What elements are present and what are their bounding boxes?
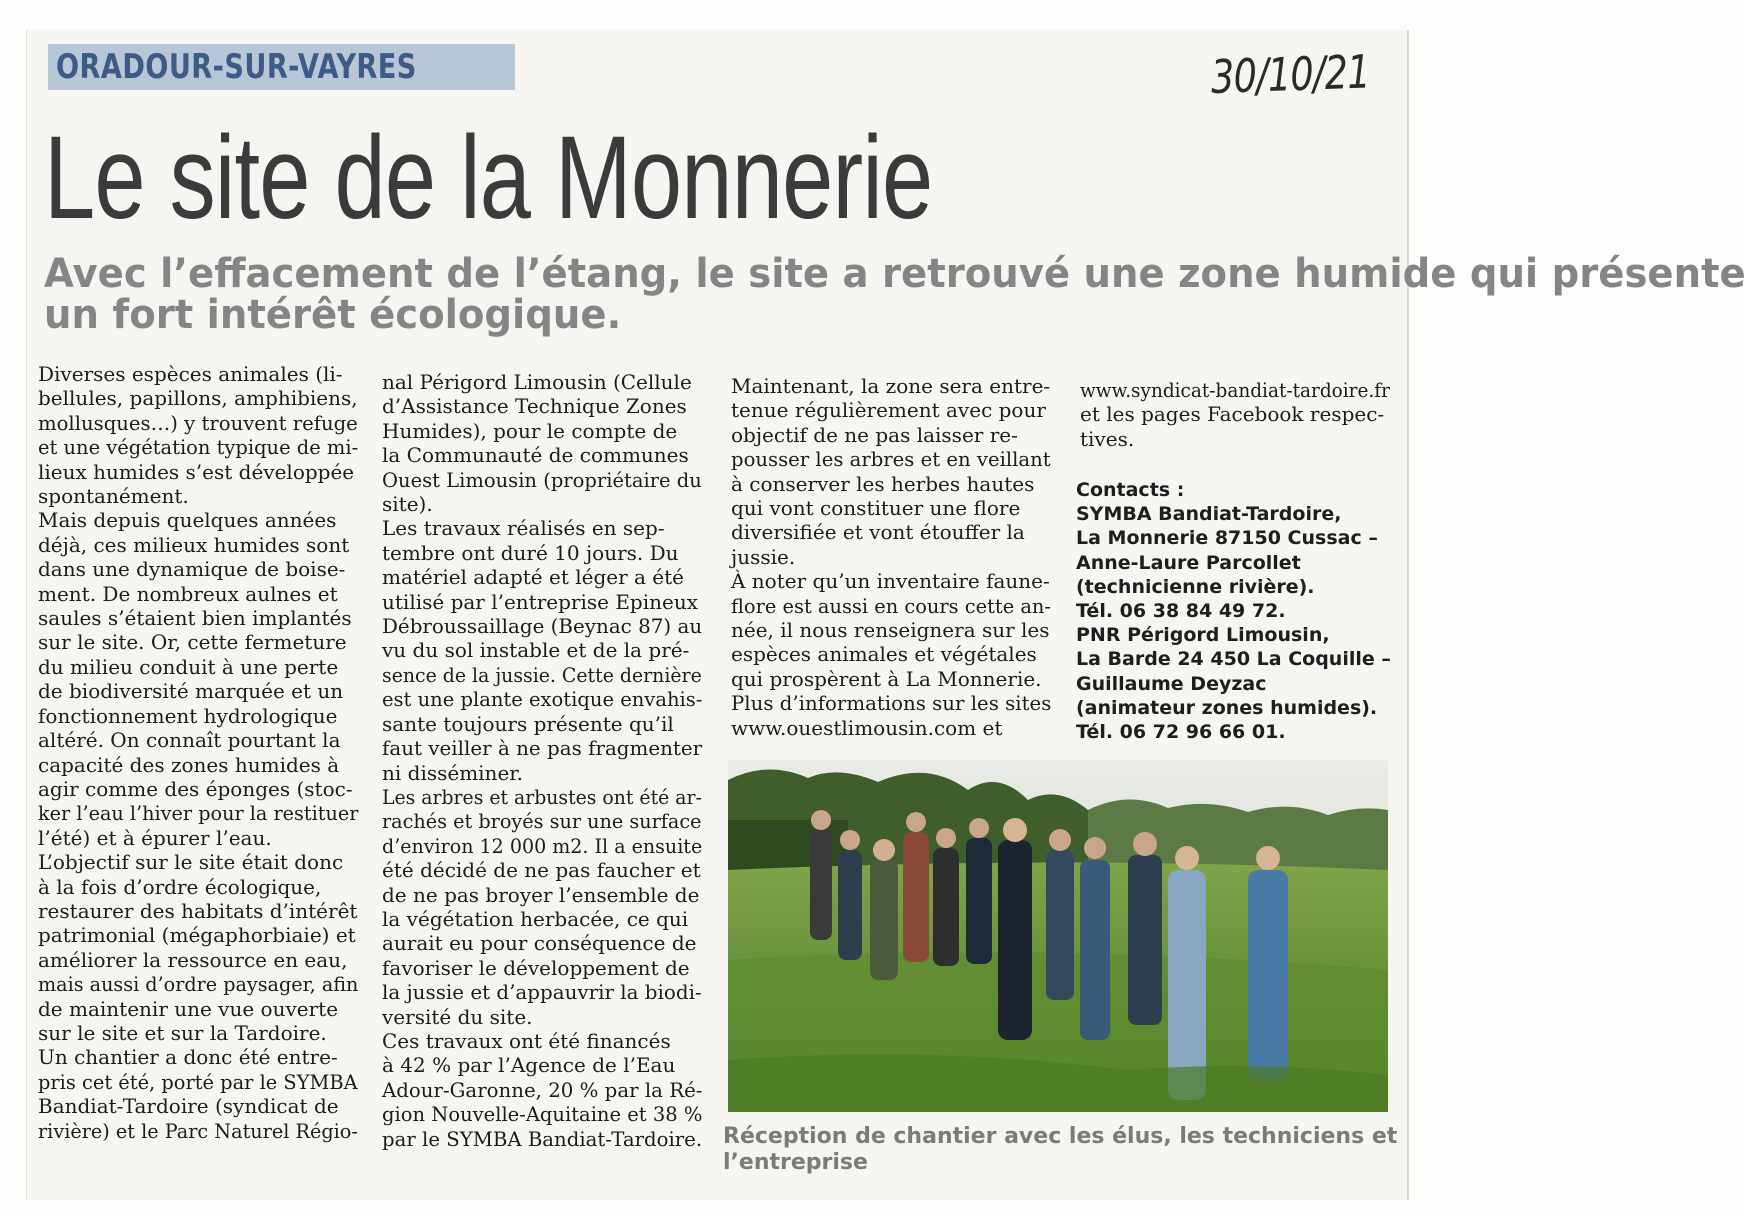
text-line: ker l’eau l’hiver pour la restituer <box>38 801 359 826</box>
text-line: Les travaux réalisés en sep- <box>382 516 665 541</box>
text-line: d’environ 12 000 m2. Il a ensuite <box>382 833 703 858</box>
subhead-line: Avec l’effacement de l’étang, le site a retrouvé une zone humide qui présente <box>44 251 1746 297</box>
text-line: Adour-Garonne, 20 % par la Ré- <box>382 1077 703 1102</box>
article-photo <box>728 760 1388 1112</box>
text-line: flore est aussi en cours cette an- <box>731 593 1051 618</box>
text-line: tives. <box>1080 426 1135 451</box>
text-line: mollusques…) y trouvent refuge <box>38 410 358 435</box>
text-line: d’Assistance Technique Zones <box>382 394 687 419</box>
text-column-2 <box>382 370 702 1151</box>
text-line: www.syndicat-bandiat-tardoire.fr <box>1080 378 1390 402</box>
text-line: capacité des zones humides à <box>38 752 340 777</box>
contact-line: Guillaume Deyzac <box>1076 672 1267 695</box>
text-line: de biodiversité marquée et un <box>38 679 344 704</box>
article-subheading <box>44 251 1746 338</box>
text-line: rivière) et le Parc Naturel Régio- <box>38 1118 358 1143</box>
text-line: Maintenant, la zone sera entre- <box>731 374 1051 398</box>
photo-caption <box>723 1124 1403 1176</box>
text-line: Débroussaillage (Beynac 87) au <box>382 614 703 639</box>
text-line: tenue régulièrement avec pour <box>731 398 1046 423</box>
text-line: sence de la jussie. Cette dernière <box>382 662 702 687</box>
text-line: faut veiller à ne pas fragmenter <box>382 736 703 761</box>
section-rubric <box>48 44 515 90</box>
text-line: Diverses espèces animales (li- <box>38 362 343 386</box>
text-line: altéré. On connaît pourtant la <box>38 728 341 753</box>
text-line: ni disséminer. <box>382 760 523 785</box>
caption-line: Réception de chantier avec les élus, les techniciens et <box>723 1124 1398 1149</box>
text-line: de ne pas broyer l’ensemble de <box>382 882 700 907</box>
text-line: la jussie et d’appauvrir la biodi- <box>382 980 702 1005</box>
text-line: améliorer la ressource en eau, <box>38 947 348 972</box>
text-line: dans une dynamique de boise- <box>38 557 346 582</box>
text-line: Bandiat-Tardoire (syndicat de <box>38 1094 339 1119</box>
text-line: bellules, papillons, amphibiens, <box>38 386 358 411</box>
text-line: l’été) et à épurer l’eau. <box>38 825 272 850</box>
contacts-heading: Contacts : <box>1076 479 1185 501</box>
text-line: Les arbres et arbustes ont été ar- <box>382 784 702 809</box>
text-line: sur le site et sur la Tardoire. <box>38 1020 327 1045</box>
photo-illustration <box>728 760 1388 1112</box>
text-line: patrimonial (mégaphorbiaie) et <box>38 923 356 948</box>
contact-line: Tél. 06 38 84 49 72. <box>1076 600 1286 623</box>
text-line: espèces animales et végétales <box>731 642 1037 667</box>
text-line: Mais depuis quelques années <box>38 508 337 533</box>
contact-line: (animateur zones humides). <box>1076 696 1378 719</box>
contacts-block <box>1076 478 1391 744</box>
rubric-label: ORADOUR-SUR-VAYRES <box>56 47 417 87</box>
text-line: restaurer des habitats d’intérêt <box>38 898 358 923</box>
text-line: site). <box>382 492 433 517</box>
text-line: à la fois d’ordre écologique, <box>38 874 322 899</box>
text-line: et une végétation typique de mi- <box>38 435 359 460</box>
text-line: de maintenir une vue ouverte <box>38 996 339 1021</box>
text-line: gion Nouvelle-Aquitaine et 38 % <box>382 1102 703 1127</box>
contact-line: La Monnerie 87150 Cussac – <box>1076 527 1378 550</box>
text-line: qui vont constituer une flore <box>731 496 1021 521</box>
text-line: lieux humides s’est développée <box>38 459 355 484</box>
text-line: spontanément. <box>38 484 189 509</box>
text-column-1 <box>38 362 358 1143</box>
text-line: nal Périgord Limousin (Cellule <box>382 370 692 394</box>
article-headline: Le site de la Monnerie <box>44 112 933 244</box>
contact-line: (technicienne rivière). <box>1076 575 1315 598</box>
text-line: matériel adapté et léger a été <box>382 565 685 590</box>
handwritten-date: 30/10/21 <box>1210 44 1371 104</box>
text-line: qui prospèrent à La Monnerie. <box>731 666 1042 691</box>
text-line: pris cet été, porté par le SYMBA <box>38 1069 358 1094</box>
text-line: été décidé de ne pas faucher et <box>382 858 701 883</box>
text-line: par le SYMBA Bandiat-Tardoire. <box>382 1126 703 1151</box>
text-line: www.ouestlimousin.com et <box>731 715 1003 740</box>
text-line: Humides), pour le compte de <box>382 418 678 443</box>
text-line: objectif de ne pas laisser re- <box>731 422 1018 447</box>
text-line: Ouest Limousin (propriétaire du <box>382 467 702 492</box>
text-line: et les pages Facebook respec- <box>1080 402 1385 427</box>
text-line: sante toujours présente qu’il <box>382 711 674 736</box>
text-line: à 42 % par l’Agence de l’Eau <box>382 1053 676 1078</box>
text-line: fonctionnement hydrologique <box>38 703 338 728</box>
text-line: la Communauté de communes <box>382 443 689 468</box>
text-column-4 <box>1080 378 1390 451</box>
text-line: jussie. <box>731 544 796 569</box>
text-line: rachés et broyés sur une surface <box>382 809 702 834</box>
text-line: L’objectif sur le site était donc <box>38 850 344 875</box>
subhead-line: un fort intérêt écologique. <box>44 292 622 338</box>
text-line: Plus d’informations sur les sites <box>731 691 1052 716</box>
text-line: Ces travaux ont été financés <box>382 1028 671 1053</box>
text-line: versité du site. <box>382 1004 533 1029</box>
text-line: née, il nous renseignera sur les <box>731 618 1050 643</box>
text-line: agir comme des éponges (stoc- <box>38 776 353 801</box>
text-line: déjà, ces milieux humides sont <box>38 532 350 557</box>
text-line: pousser les arbres et en veillant <box>731 447 1051 472</box>
text-line: ment. De nombreux aulnes et <box>38 581 338 606</box>
text-line: aurait eu pour conséquence de <box>382 931 697 956</box>
text-column-3 <box>731 374 1051 740</box>
contact-line: La Barde 24 450 La Coquille – <box>1076 648 1391 671</box>
text-line: diversifiée et vont étouffer la <box>731 520 1025 545</box>
contact-line: SYMBA Bandiat-Tardoire, <box>1076 503 1342 526</box>
text-line: mais aussi d’ordre paysager, afin <box>38 972 359 997</box>
text-line: vu du sol instable et de la pré- <box>382 638 690 663</box>
contact-line: Tél. 06 72 96 66 01. <box>1076 721 1286 744</box>
text-line: Un chantier a donc été entre- <box>38 1045 338 1070</box>
text-line: est une plante exotique envahis- <box>382 687 703 712</box>
text-line: favoriser le développement de <box>382 955 690 980</box>
text-line: à conserver les herbes hautes <box>731 471 1035 496</box>
contact-line: PNR Périgord Limousin, <box>1076 624 1330 647</box>
text-line: la végétation herbacée, ce qui <box>382 906 689 931</box>
contact-line: Anne-Laure Parcollet <box>1076 551 1301 574</box>
text-line: tembre ont duré 10 jours. Du <box>382 540 679 565</box>
text-line: À noter qu’un inventaire faune- <box>731 569 1050 594</box>
text-line: sur le site. Or, cette fermeture <box>38 630 347 655</box>
text-line: utilisé par l’entreprise Epineux <box>382 589 699 614</box>
caption-line: l’entreprise <box>723 1150 868 1175</box>
text-line: saules s’étaient bien implantés <box>38 606 352 631</box>
text-line: du milieu conduit à une perte <box>38 654 339 679</box>
